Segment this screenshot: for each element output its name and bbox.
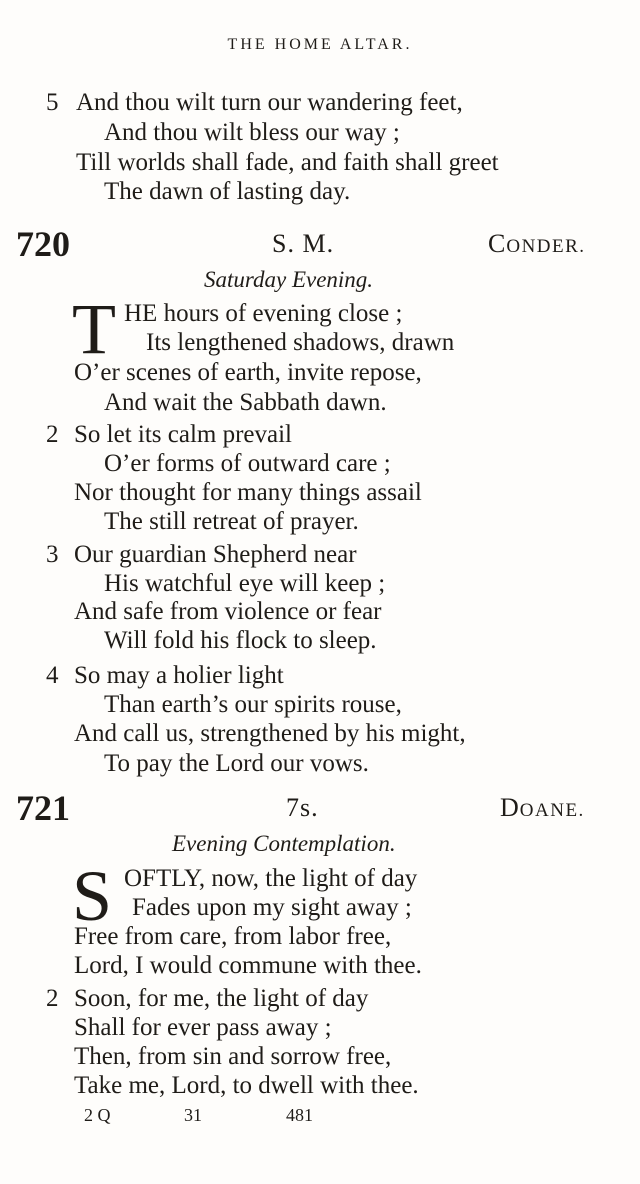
- verse-line: Free from care, from labor free,: [74, 923, 392, 950]
- composer-initial: C: [488, 229, 507, 258]
- hymn-subtitle: Evening Contemplation.: [172, 831, 396, 856]
- verse-line: Its lengthened shadows, drawn: [146, 329, 455, 356]
- verse-line: Take me, Lord, to dwell with thee.: [74, 1072, 419, 1099]
- verse-line: Till worlds shall fade, and faith shall greet: [76, 149, 499, 176]
- hymn-composer: [500, 790, 585, 829]
- signature-mark: 2 Q: [84, 1105, 111, 1125]
- verse-line: O’er forms of outward care ;: [104, 450, 391, 477]
- verse-line: Then, from sin and sorrow free,: [74, 1043, 392, 1070]
- page-number: 481: [286, 1105, 313, 1125]
- verse-line: O’er scenes of earth, invite repose,: [74, 359, 422, 386]
- hymn-subtitle: Saturday Evening.: [204, 267, 374, 292]
- verse-line: The still retreat of prayer.: [104, 508, 359, 535]
- verse-line: To pay the Lord our vows.: [104, 750, 369, 777]
- verse-line: Than earth’s our spirits rouse,: [104, 691, 402, 718]
- verse-line: And thou wilt turn our wandering feet,: [76, 89, 463, 116]
- verse-line: The dawn of lasting day.: [104, 178, 351, 205]
- stanza-number: 2: [46, 421, 59, 448]
- hymn-number: 720: [16, 224, 70, 264]
- verse-line: Lord, I would commune with thee.: [74, 952, 422, 979]
- hymn-meter: 7s.: [286, 793, 319, 822]
- verse-line: So may a holier light: [74, 662, 284, 689]
- verse-line: Soon, for me, the light of day: [74, 985, 369, 1012]
- drop-cap: T: [72, 289, 116, 369]
- stanza-number: 3: [46, 541, 59, 568]
- verse-line: Will fold his flock to sleep.: [104, 627, 377, 654]
- drop-cap: S: [72, 856, 113, 936]
- composer-rest: OANE.: [519, 800, 585, 821]
- verse-line: And wait the Sabbath dawn.: [104, 389, 387, 416]
- composer-initial: D: [500, 793, 520, 822]
- verse-line: So let its calm prevail: [74, 421, 293, 448]
- stanza-number: 5: [46, 89, 59, 116]
- hymn-composer: [488, 226, 586, 265]
- hymn-meter: S. M.: [272, 229, 335, 258]
- verse-line: His watchful eye will keep ;: [104, 570, 386, 597]
- stanza-number: 2: [46, 985, 59, 1012]
- verse-line: And call us, strengthened by his might,: [74, 720, 466, 747]
- composer-rest: ONDER.: [506, 236, 586, 257]
- verse-line: Shall for ever pass away ;: [74, 1014, 332, 1041]
- verse-line: Nor thought for many things assail: [74, 479, 422, 506]
- verse-line: OFTLY, now, the light of day: [124, 865, 418, 892]
- verse-line: Our guardian Shepherd near: [74, 541, 357, 568]
- verse-line: Fades upon my sight away ;: [132, 894, 412, 921]
- verse-line: And safe from violence or fear: [74, 598, 382, 625]
- stanza-number: 4: [46, 662, 59, 689]
- sheet-number: 31: [184, 1105, 202, 1125]
- verse-line: HE hours of evening close ;: [124, 300, 403, 327]
- hymn-number: 721: [16, 788, 70, 828]
- running-head: THE HOME ALTAR.: [227, 36, 413, 53]
- verse-line: And thou wilt bless our way ;: [104, 119, 400, 146]
